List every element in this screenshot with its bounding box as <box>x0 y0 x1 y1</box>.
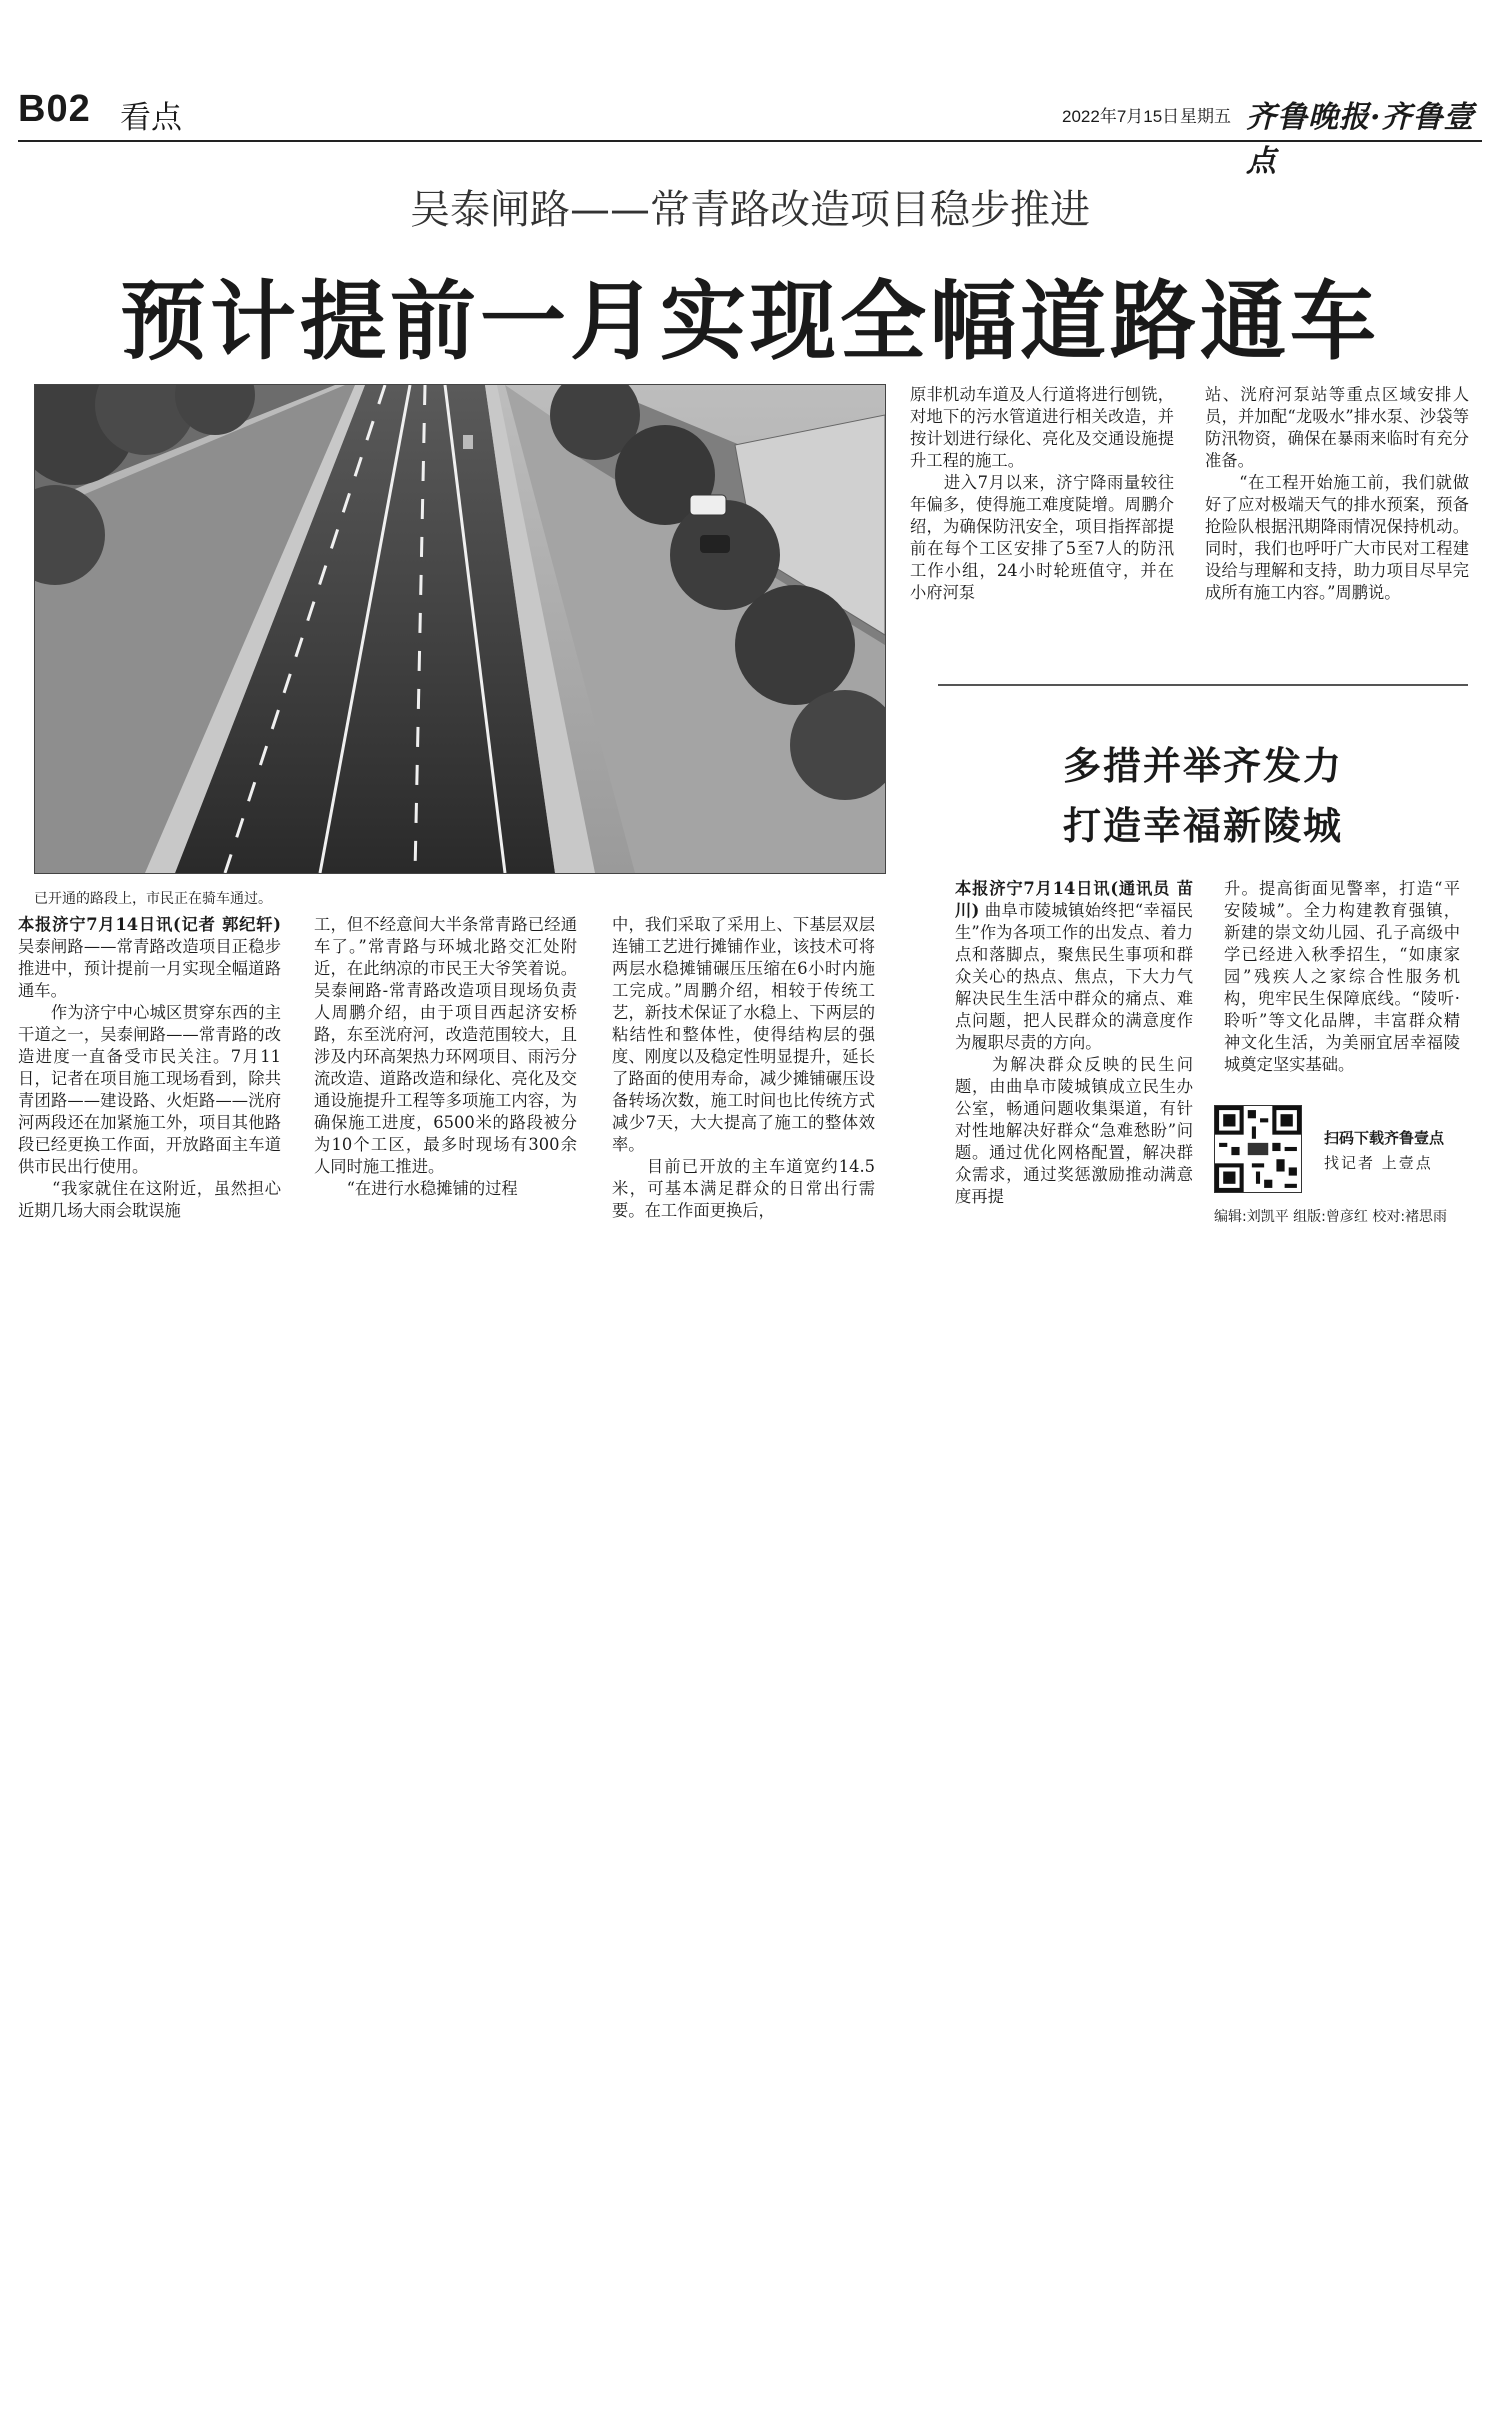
header-divider <box>18 140 1482 142</box>
article-column-5: 站、洸府河泵站等重点区域安排人员，并加配“龙吸水”排水泵、沙袋等防汛物资，确保在暴雨来临时有充分准备。 “在工程开始施工前，我们就做好了应对极端天气的排水预案，预备抢险队根据汛期降雨情况保持机动。同时，我们也呼吁广大市民对工程建设给与理解和支持，助力项目尽早完成所有施工内容。”周鹏说。 <box>1205 385 1469 602</box>
issue-date: 2022年7月15日 <box>1062 107 1180 126</box>
side-article-title-line1: 多措并举齐发力 <box>1062 743 1343 788</box>
side-article-column-2: 升。提高街面见警率，打造“平安陵城”。全力构建教育强镇，新建的崇文幼儿园、孔子高级中学已经进入秋季招生，“如康家园”残疾人之家综合性服务机构，兜牢民生保障底线。“陵听·聆听”等文化品牌，丰富群众精神文化生活，为美丽宜居幸福陵城奠定坚实基础。 <box>1224 879 1460 1074</box>
section-divider <box>938 684 1468 686</box>
article-column-3: 中，我们采取了采用上、下基层双层连铺工艺进行摊铺作业，该技术可将两层水稳摊铺碾压压缩在6小时内施工完成。”周鹏介绍，相较于传统工艺，新技术保证了水稳上、下两层的粘结性和整体性，使得结构层的强度、刚度以及稳定性明显提升，延长了路面的使用寿命，减少摊铺碾压设备转场次数，施工时间也比传统方式减少7天，大大提高了施工的整体效率。 目前已开放的主车道宽约14.5米，可基本满足群众的日常出行需要。在工作面更换后， <box>612 915 875 1220</box>
article-column-1-text: 吴泰闸路——常青路改造项目正稳步推进中，预计提前一月实现全幅道路通车。 作为济宁中心城区贯穿东西的主干道之一，吴泰闸路——常青路的改造进度一直备受市民关注。7月11日，记者在项目施工现场看到，除共青团路——建设路、火炬路——洸府河两段还在加紧施工外，项目其他路段已经更换工作面，开放路面主车道供市民出行使用。 “我家就住在这附近，虽然担心近期几场大雨会耽误施 <box>18 937 281 1220</box>
article-column-2: 工，但不经意间大半条常青路已经通车了。”常青路与环城北路交汇处附近，在此纳凉的市民王大爷笑着说。吴泰闸路-常青路改造项目现场负责人周鹏介绍，由于项目西起济安桥路，东至洸府河，改造范围较大，且涉及内环高架热力环网项目、雨污分流改造、道路改造和绿化、亮化及交通设施提升工程等多项施工内容，为确保施工进度，6500米的路段被分为10个工区，最多时现场有300余人同时施工推进。 “在进行水稳摊铺的过程 <box>314 915 577 1198</box>
side-article-byline: 本报济宁7月14日讯(通讯员 苗川) <box>955 879 1193 920</box>
side-article-title-line2: 打造幸福新陵城 <box>1062 803 1343 848</box>
issue-weekday: 星期五 <box>1180 107 1231 127</box>
side-article-column-1-text: 曲阜市陵城镇始终把“幸福民生”作为各项工作的出发点、着力点和落脚点，聚焦民生事项和群众关心的热点、焦点，下大力气解决民生生活中群众的痛点、难点问题，把人民群众的满意度作为履职尽责的方向。 为解决群众反映的民生问题，由曲阜市陵城镇成立民生办公室，畅通问题收集渠道，有针对性地解决好群众“急难愁盼”问题。通过优化网格配置，解决群众需求，通过奖惩激励推动满意度再提 <box>955 901 1193 1206</box>
photo-caption: 已开通的路段上，市民正在骑车通过。 <box>34 891 272 907</box>
article-kicker: 吴泰闸路——常青路改造项目稳步推进 <box>410 187 1090 233</box>
editor-credits: 编辑:刘凯平 组版:曾彦红 校对:褚思雨 <box>1214 1209 1448 1225</box>
qr-sublabel: 找记者 上壹点 <box>1324 1154 1433 1172</box>
qr-label: 扫码下载齐鲁壹点 <box>1324 1129 1445 1147</box>
article-column-4: 原非机动车道及人行道将进行刨铣，对地下的污水管道进行相关改造，并按计划进行绿化、亮化及交通设施提升工程的施工。 进入7月以来，济宁降雨量较往年偏多，使得施工难度陡增。周鹏介绍，为确保防汛安全，项目指挥部提前在每个工区安排了5至7人的防汛工作小组，24小时轮班值守，并在小府河泵 <box>910 385 1174 602</box>
road-photo <box>34 384 886 874</box>
page-code: B02 <box>18 88 91 130</box>
side-article-column-1 <box>955 878 1193 1208</box>
article-column-1 <box>18 914 281 1222</box>
newspaper-logo: 齐鲁晚报·齐鲁壹点 <box>1246 100 1475 179</box>
qr-code-icon[interactable] <box>1214 1105 1302 1193</box>
article-byline: 本报济宁7月14日讯(记者 郭纪轩) <box>18 915 281 934</box>
article-headline: 预计提前一月实现全幅道路通车 <box>120 271 1380 372</box>
section-name: 看点 <box>120 100 182 136</box>
